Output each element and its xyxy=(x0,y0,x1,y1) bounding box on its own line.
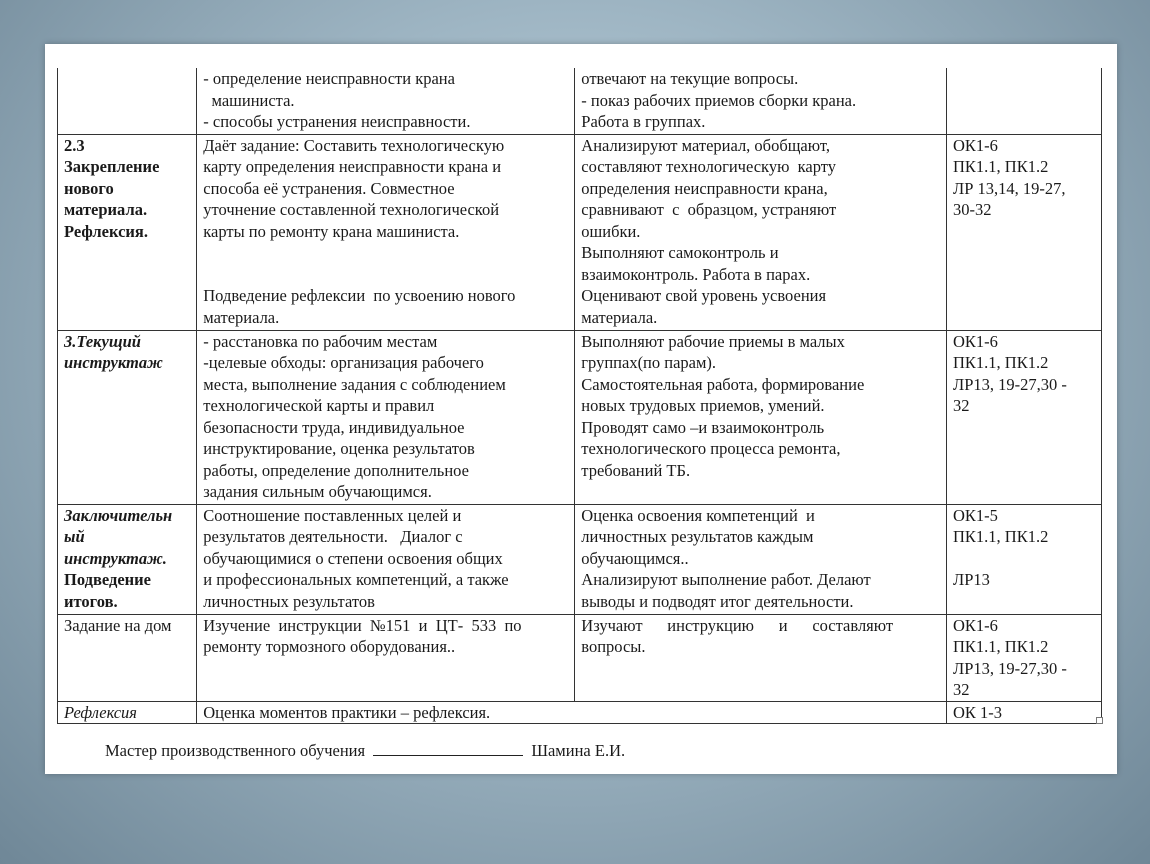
cell-text-line: способа её устранения. Совместное xyxy=(203,178,455,198)
cell-text-line: ОК1-6 xyxy=(953,135,998,155)
cell-text-line: ый xyxy=(64,527,85,546)
stage-cell xyxy=(58,330,197,504)
cell-text-line: Подведение xyxy=(64,570,151,589)
cell-text-line: Изучают инструкцию и составляют xyxy=(581,615,894,635)
table-row xyxy=(58,504,1102,614)
cell-text-line: Выполняют рабочие приемы в малых xyxy=(581,331,845,351)
competencies-cell xyxy=(947,701,1102,724)
cell-text-line: - расстановка по рабочим местам xyxy=(203,331,438,351)
cell-text-line: личностных результатов каждым xyxy=(581,527,814,546)
cell-text-line: 3.Текущий xyxy=(64,331,141,351)
cell-text-line: ЛР13 xyxy=(953,570,990,589)
cell-text-line: Изучение инструкции №151 и ЦТ- 533 по xyxy=(203,615,522,635)
cell-text-line: инструктаж xyxy=(64,353,163,372)
competencies-cell xyxy=(947,68,1102,134)
cell-text-line: Выполняют самоконтроль и xyxy=(581,243,779,262)
cell-text-line: места, выполнение задания с соблюдением xyxy=(203,374,506,394)
student-activity-cell xyxy=(575,68,947,134)
cell-text-line: Работа в группах. xyxy=(581,112,706,131)
cell-text-line: ЛР 13,14, 19-27, xyxy=(953,178,1066,198)
cell-text-line: обучающимся.. xyxy=(581,548,689,568)
cell-text-line: составляют технологическую карту xyxy=(581,157,837,176)
teacher-activity-cell xyxy=(197,614,575,701)
cell-text-line: Рефлексия xyxy=(64,702,137,722)
cell-text-line: Проводят само –и взаимоконтроль xyxy=(581,417,825,437)
cell-text-line: нового xyxy=(64,178,114,198)
cell-text-line: ОК 1-3 xyxy=(953,702,1003,722)
cell-text-line: Закрепление xyxy=(64,157,160,176)
stage-cell xyxy=(58,68,197,134)
table-resize-handle[interactable] xyxy=(1096,717,1103,724)
cell-text-line: - способы устранения неисправности. xyxy=(203,112,471,131)
cell-text-line: требований ТБ. xyxy=(581,460,691,480)
cell-text-line: взаимоконтроль. Работа в парах. xyxy=(581,264,811,284)
table-row xyxy=(58,68,1102,134)
cell-text-line: ремонту тормозного оборудования.. xyxy=(203,637,456,656)
cell-text-line: безопасности труда, индивидуальное xyxy=(203,417,465,437)
cell-text-line: Даёт задание: Составить технологическую xyxy=(203,135,505,155)
cell-text-line xyxy=(203,242,568,264)
stage-cell xyxy=(58,504,197,614)
cell-text-line: материала. xyxy=(64,200,148,219)
cell-text-line: -целевые обходы: организация рабочего xyxy=(203,353,484,372)
cell-text-line: Анализируют выполнение работ. Делают xyxy=(581,570,871,589)
table-row xyxy=(58,701,1102,724)
reflection-cell xyxy=(197,701,947,724)
cell-text-line: задания сильным обучающимся. xyxy=(203,482,432,501)
cell-text-line: уточнение составленной технологической xyxy=(203,200,500,219)
cell-text-line: ОК1-6 xyxy=(953,331,998,351)
cell-text-line: ОК1-5 xyxy=(953,505,998,525)
cell-text-line: Задание на дом xyxy=(64,615,172,635)
cell-text-line: и профессиональных компетенций, а также xyxy=(203,570,509,589)
cell-text-line: материала. xyxy=(581,307,658,327)
cell-text-line: ЛР13, 19-27,30 - xyxy=(953,658,1067,678)
stage-cell xyxy=(58,134,197,330)
cell-text-line: - показ рабочих приемов сборки крана. xyxy=(581,90,857,110)
cell-text-line: ЛР13, 19-27,30 - xyxy=(953,374,1067,394)
teacher-activity-cell xyxy=(197,134,575,330)
cell-text-line: ПК1.1, ПК1.2 xyxy=(953,637,1049,656)
competencies-cell xyxy=(947,614,1102,701)
master-name: Шамина Е.И. xyxy=(531,741,626,760)
document-page xyxy=(45,44,1117,774)
cell-text-line: ПК1.1, ПК1.2 xyxy=(953,527,1049,546)
cell-text-line: 30-32 xyxy=(953,200,992,219)
teacher-activity-cell xyxy=(197,68,575,134)
cell-text-line: ПК1.1, ПК1.2 xyxy=(953,157,1049,176)
cell-text-line: материала. xyxy=(203,307,280,327)
cell-text-line: Оценка моментов практики – рефлексия. xyxy=(203,702,491,722)
student-activity-cell xyxy=(575,330,947,504)
cell-text-line: сравнивают с образцом, устраняют xyxy=(581,200,837,219)
cell-text-line: итогов. xyxy=(64,591,118,611)
cell-text-line: инструктирование, оценка результатов xyxy=(203,439,475,458)
cell-text-line: карту определения неисправности крана и xyxy=(203,157,502,176)
table-row xyxy=(58,330,1102,504)
teacher-activity-cell xyxy=(197,504,575,614)
lesson-plan-table xyxy=(57,68,1102,724)
cell-text-line: технологической карты и правил xyxy=(203,396,435,415)
cell-text-line: Оценка освоения компетенций и xyxy=(581,505,815,525)
cell-text-line: - определение неисправности крана xyxy=(203,69,455,88)
cell-text-line: Подведение рефлексии по усвоению нового xyxy=(203,286,516,305)
cell-text-line: 32 xyxy=(953,396,970,415)
stage-cell xyxy=(58,701,197,724)
cell-text-line: отвечают на текущие вопросы. xyxy=(581,69,799,88)
cell-text-line: Заключительн xyxy=(64,505,173,525)
cell-text-line xyxy=(203,264,568,286)
cell-text-line: новых трудовых приемов, умений. xyxy=(581,396,825,415)
competencies-cell xyxy=(947,330,1102,504)
cell-text-line: ПК1.1, ПК1.2 xyxy=(953,353,1049,372)
cell-text-line: Самостоятельная работа, формирование xyxy=(581,374,865,394)
teacher-activity-cell xyxy=(197,330,575,504)
cell-text-line: личностных результатов xyxy=(203,591,375,611)
cell-text-line: группах(по парам). xyxy=(581,353,717,372)
cell-text-line: Рефлексия. xyxy=(64,221,148,241)
stage-cell xyxy=(58,614,197,701)
cell-text-line: Оценивают свой уровень усвоения xyxy=(581,286,827,305)
student-activity-cell xyxy=(575,614,947,701)
cell-text-line xyxy=(953,548,1095,570)
student-activity-cell xyxy=(575,504,947,614)
cell-text-line: карты по ремонту крана машиниста. xyxy=(203,221,460,241)
signature-blank xyxy=(373,741,523,756)
competencies-cell xyxy=(947,134,1102,330)
cell-text-line: выводы и подводят итог деятельности. xyxy=(581,591,854,611)
table-row xyxy=(58,614,1102,701)
cell-text-line: вопросы. xyxy=(581,637,646,656)
competencies-cell xyxy=(947,504,1102,614)
cell-text-line: определения неисправности крана, xyxy=(581,178,828,198)
master-role: Мастер производственного обучения xyxy=(105,741,366,760)
signature-line xyxy=(105,741,625,761)
cell-text-line: ОК1-6 xyxy=(953,615,998,635)
cell-text-line: обучающимися о степени освоения общих xyxy=(203,548,503,568)
cell-text-line: Анализируют материал, обобщают, xyxy=(581,135,830,155)
cell-text-line: машиниста. xyxy=(203,90,295,110)
cell-text-line: 2.3 xyxy=(64,135,85,155)
cell-text-line: результатов деятельности. Диалог с xyxy=(203,527,463,546)
table-row xyxy=(58,134,1102,330)
cell-text-line: Соотношение поставленных целей и xyxy=(203,505,462,525)
cell-text-line: ошибки. xyxy=(581,221,641,241)
cell-text-line: работы, определение дополнительное xyxy=(203,460,469,480)
cell-text-line: 32 xyxy=(953,680,970,699)
cell-text-line: инструктаж. xyxy=(64,548,167,568)
cell-text-line: технологического процесса ремонта, xyxy=(581,439,841,458)
student-activity-cell xyxy=(575,134,947,330)
